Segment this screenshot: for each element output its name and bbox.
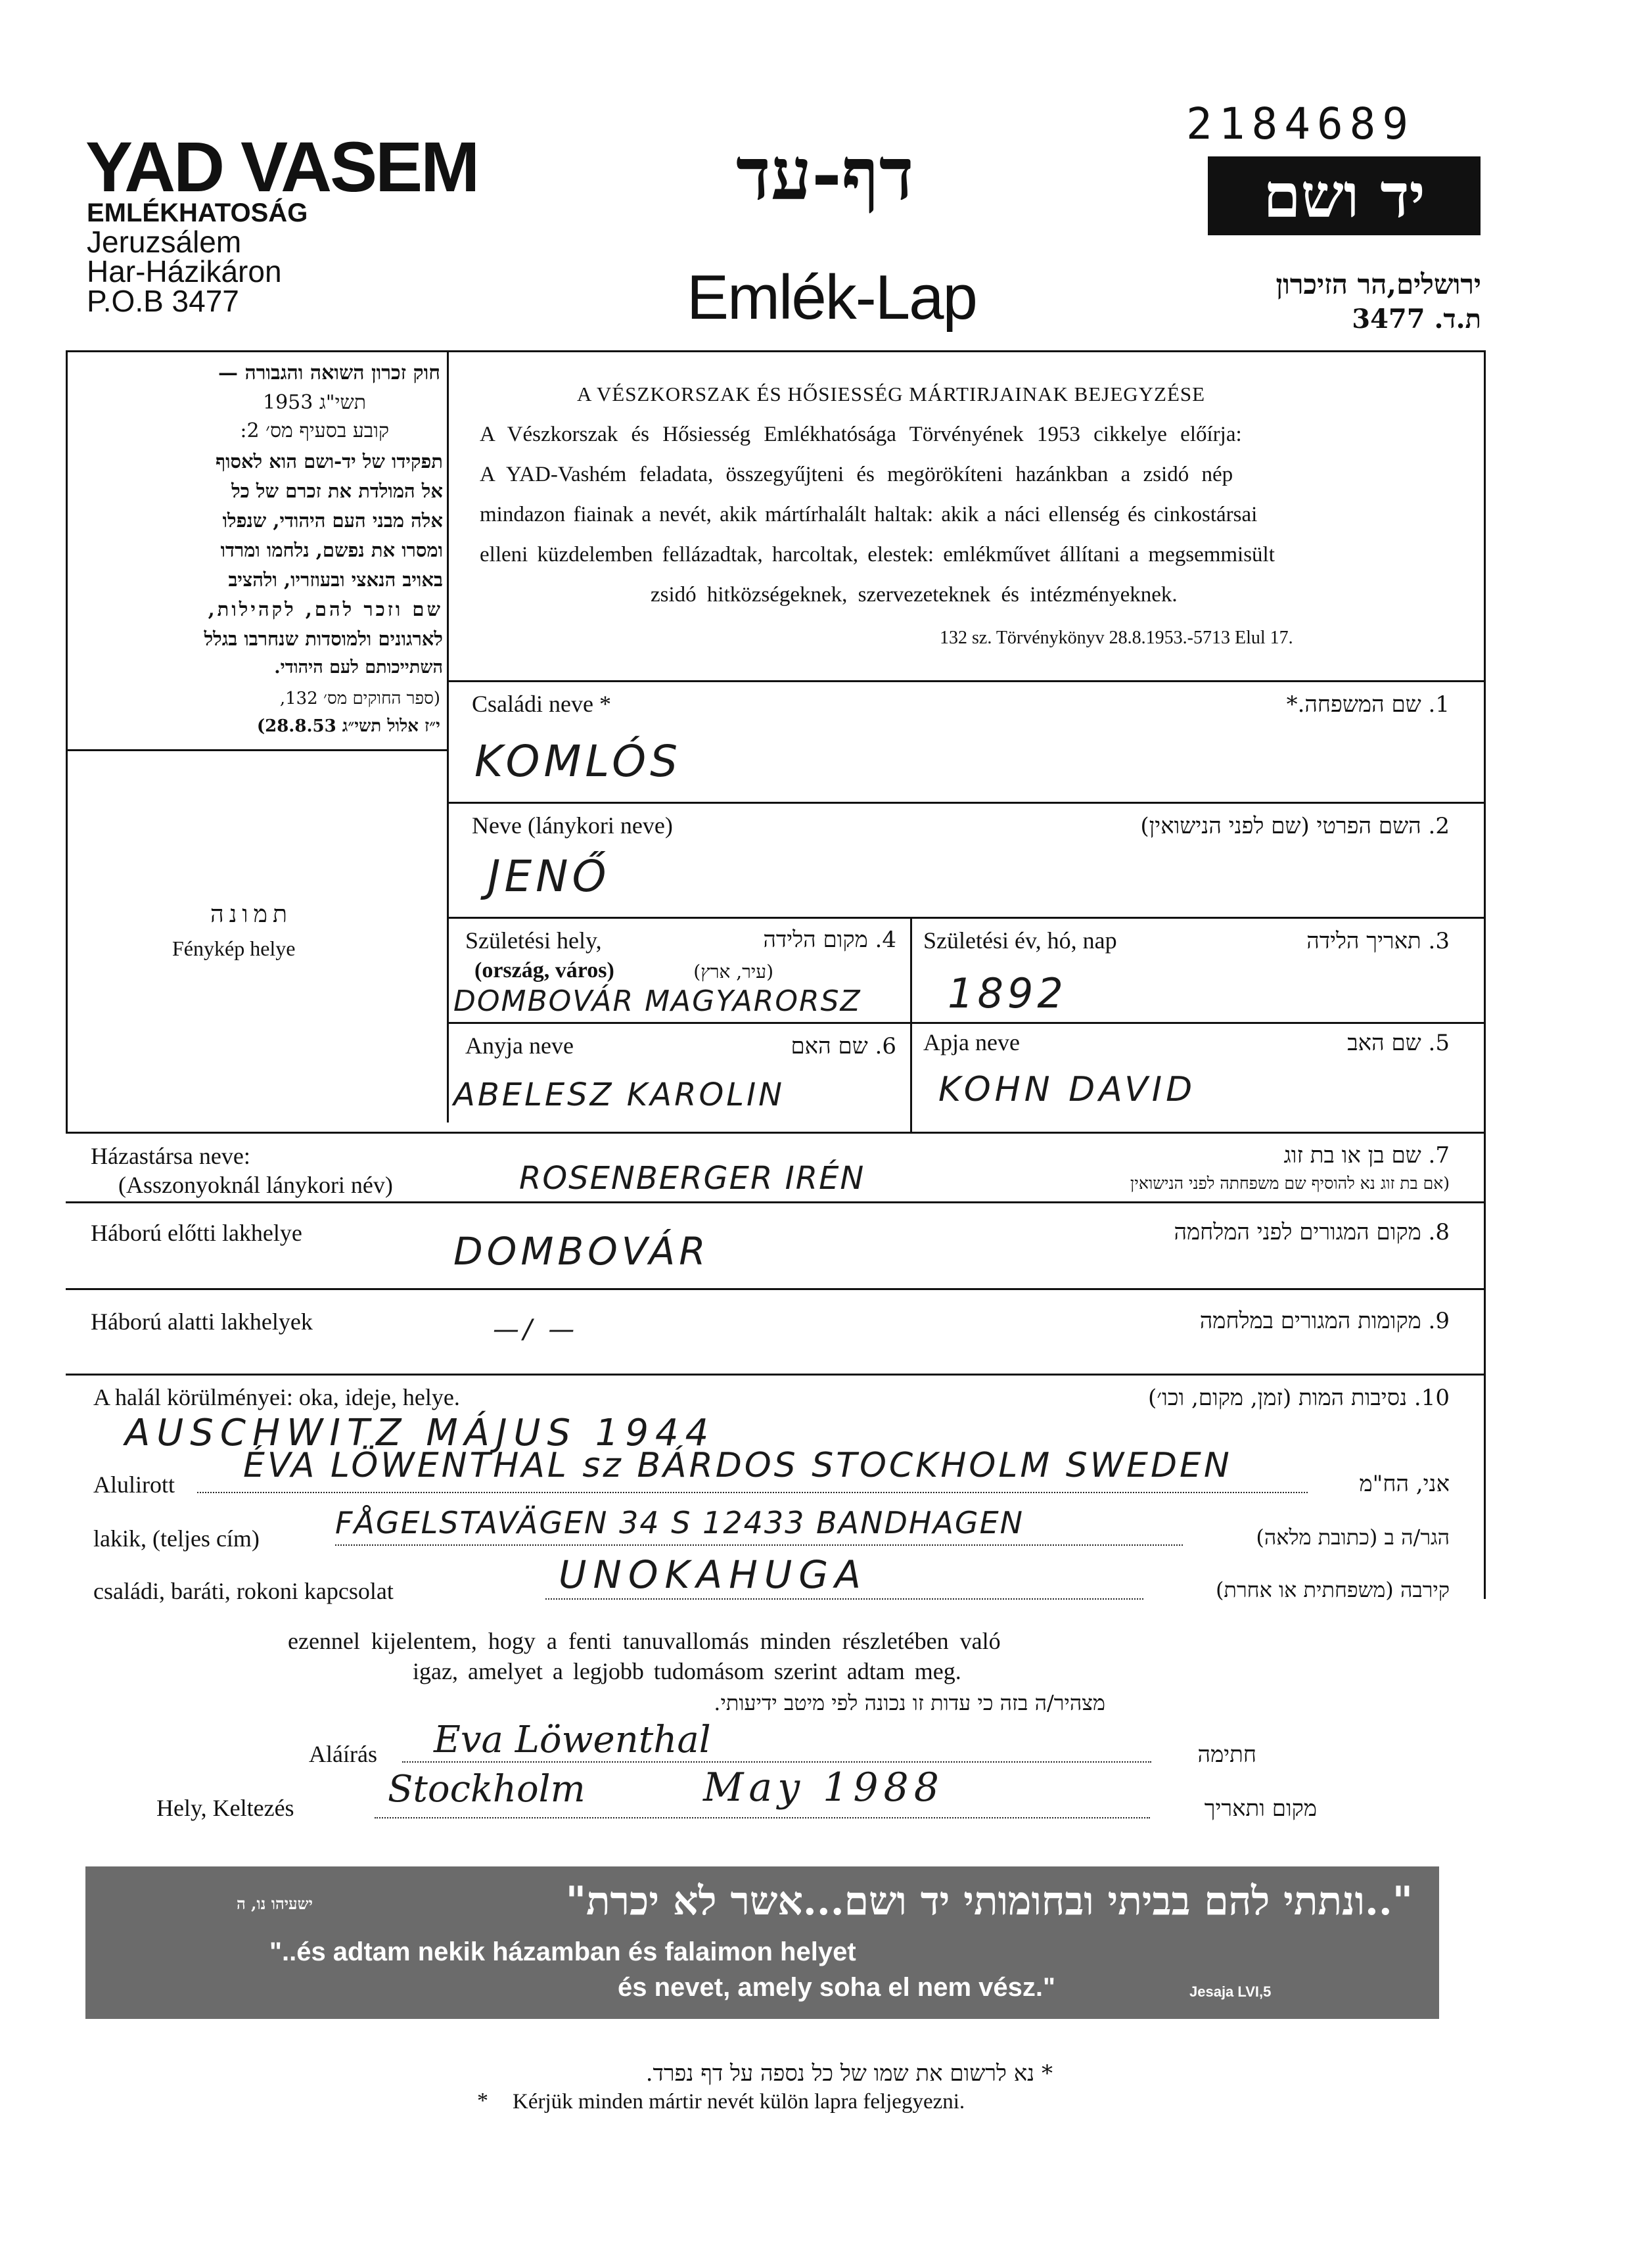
law-he-line-8: השתייכותם לעם היהודי. <box>274 657 443 678</box>
logo-text: יד ושם <box>1263 160 1425 231</box>
death-circumstances-label: A halál körülményei: oka, ideje, helye. <box>93 1384 460 1410</box>
form-right-border <box>1484 350 1486 1599</box>
law-he-line-7: לארגונים ולמוסדות שנחרבו בגלל <box>204 628 443 650</box>
law-he-line-3: אלה מבני העם היהודי, שנפלו <box>222 509 443 532</box>
place-value[interactable]: Stockholm <box>388 1768 586 1811</box>
wartime-residence-label-he: 9. מקומות המגורים במלחמה <box>1199 1308 1450 1334</box>
declarant-address-value[interactable]: FÅGELSTAVÄGEN 34 S 12433 BANDHAGEN <box>335 1505 1024 1540</box>
footer-note-hu: Kérjük minden mártir nevét külön lapra feljegyezni. <box>513 2090 965 2114</box>
spouse-name-value[interactable]: ROSENBERGER IRÉN <box>519 1160 865 1197</box>
signature-label: Aláírás <box>309 1741 377 1767</box>
org-sub-3: Har-Házikáron <box>87 254 282 289</box>
address-hebrew-2: ת.ד. 3477 <box>1352 304 1481 335</box>
declarant-name-label-he: אני, הח"מ <box>1359 1471 1450 1497</box>
org-title: YAD VASEM <box>85 127 478 206</box>
law-he-source-1: (ספר החוקים מס׳ 132, <box>279 689 440 708</box>
father-name-label: Apja neve <box>923 1029 1020 1055</box>
statement-line-1: ezennel kijelentem, hogy a fenti tanuvallomás minden részletében való <box>288 1628 1001 1654</box>
wartime-residence-value[interactable]: —/ — <box>493 1314 579 1345</box>
prewar-residence-label: Háború előtti lakhelye <box>91 1220 302 1246</box>
address-hebrew-1: ירושלים,הר הזיכרון <box>1275 268 1481 300</box>
banner-ref-hu: Jesaja LVI,5 <box>1189 1983 1272 2000</box>
footer-star: * <box>477 2089 488 2113</box>
row-divider-5 <box>910 1022 1485 1024</box>
birthplace-label: Születési hely, <box>465 927 602 954</box>
spouse-name-sublabel-he: (אם בת זוג נא להוסיף שם משפחתה לפני הנישואין <box>1130 1174 1450 1193</box>
org-sub-4: P.O.B 3477 <box>87 284 239 318</box>
birthdate-value[interactable]: 1892 <box>948 969 1067 1017</box>
birthdate-label: Születési év, hó, nap <box>923 927 1117 954</box>
law-hu-line-4: elleni küzdelemben fellázadtak, harcoltak, elestek: emlékművet állítani a megsemmisült <box>480 543 1275 567</box>
spouse-name-label-he: 7. שם בן או בת זוג <box>1283 1142 1450 1169</box>
declarant-address-line <box>335 1544 1183 1546</box>
form-hebrew-title: דף-עד <box>736 131 914 216</box>
relationship-value[interactable]: UNOKAHUGA <box>559 1552 867 1597</box>
row-divider-7 <box>66 1201 1485 1203</box>
given-name-value[interactable]: JENŐ <box>488 851 610 902</box>
law-he-line-5: באויב הנאצי ובעוזריו, ולהציב <box>228 568 443 591</box>
law-he-title: חוק זכרון השואה והגבורה — <box>218 361 440 384</box>
given-name-label: Neve (lánykori neve) <box>472 812 673 839</box>
law-hu-line-1: A Vészkorszak és Hősiesség Emlékhatósága Törvényének 1953 cikkelye előírja: <box>480 423 1242 446</box>
footer-note-he: * נא לרשום את שמו של כל נספה על דף נפרד. <box>645 2060 1053 2087</box>
mother-name-label-he: 6. שם האם <box>791 1033 896 1059</box>
declarant-name-label: Alulirott <box>93 1471 175 1498</box>
prewar-residence-value[interactable]: DOMBOVÁR <box>453 1229 710 1274</box>
father-name-value[interactable]: KOHN DAVID <box>938 1070 1197 1109</box>
birthplace-label-he: 4. מקום הלידה <box>763 927 896 953</box>
spouse-name-label: Házastársa neve: <box>91 1143 250 1169</box>
law-he-clause: קובע בסעיף מס׳ 2: <box>240 419 389 442</box>
banner-ref-he: ישעיהו נו, ה <box>237 1894 313 1913</box>
relationship-line <box>545 1598 1143 1600</box>
declarant-name-value[interactable]: ÉVA LÖWENTHAL sz BÁRDOS STOCKHOLM SWEDEN <box>243 1446 1232 1485</box>
law-he-source-2: י״ז אלול תשי״ג 28.8.53) <box>256 716 440 736</box>
death-circumstances-value[interactable]: AUSCHWITZ MÁJUS 1944 <box>125 1412 716 1454</box>
declarant-address-label: lakik, (teljes cím) <box>93 1525 260 1552</box>
birthplace-sublabel: (ország, város) <box>474 958 614 983</box>
law-hu-line-2: A YAD-Vashém feladata, összegyűjteni és megörökíteni hazánkban a zsidó nép <box>480 463 1233 486</box>
law-he-line-1: תפקידו של יד-ושם הוא לאסוף <box>216 450 443 473</box>
place-date-label-he: מקום ותאריך <box>1204 1795 1317 1822</box>
prewar-residence-label-he: 8. מקום המגורים לפני המלחמה <box>1174 1219 1450 1245</box>
row-divider-2 <box>448 802 1485 804</box>
yad-vashem-logo <box>1208 156 1481 235</box>
form-left-border <box>66 350 68 1132</box>
quote-banner <box>85 1866 1439 2019</box>
wartime-residence-label: Háború alatti lakhelyek <box>91 1308 313 1335</box>
org-sub-2: Jeruzsálem <box>87 225 242 259</box>
law-he-line-4: ומסרו את נפשם, נלחמו ומרדו <box>220 539 443 561</box>
row-divider-8 <box>66 1288 1485 1290</box>
law-he-line-6: שם וזכר להם, לקהילות, <box>208 598 443 620</box>
serial-number: 2184689 <box>1186 99 1415 149</box>
family-name-label-he: 1. שם המשפחה.* <box>1286 691 1450 718</box>
org-sub-1: EMLÉKHATOSÁG <box>87 198 308 227</box>
banner-quote-hu-1: "..és adtam nekik házamban és falaimon helyet <box>269 1937 856 1966</box>
birthdate-label-he: 3. תאריך הלידה <box>1306 928 1450 954</box>
birthplace-value[interactable]: DOMBOVÁR MAGYARORSZ <box>453 984 861 1018</box>
signature-value[interactable]: Eva Löwenthal <box>434 1719 711 1761</box>
statement-line-2: igaz, amelyet a legjobb tudomásom szerint adtam meg. <box>413 1658 961 1684</box>
form-title: Emlék-Lap <box>687 262 976 333</box>
family-name-label: Családi neve * <box>472 691 611 717</box>
birthplace-sublabel-he: (עיר, ארץ) <box>693 961 773 983</box>
date-value[interactable]: May 1988 <box>703 1765 944 1811</box>
law-he-line-2: אל המולדת את זכרם של כל <box>231 480 443 502</box>
form-top-border <box>66 350 1485 352</box>
banner-quote-he: "..ונתתי להם בביתי ובחומותי יד ושם...אשר לא יכרת" <box>565 1878 1413 1924</box>
law-hu-source: 132 sz. Törvénykönyv 28.8.1953.-5713 Elul 17. <box>940 628 1293 648</box>
signature-label-he: חתימה <box>1197 1742 1256 1768</box>
father-name-label-he: 5. שם האב <box>1347 1030 1450 1056</box>
law-he-year: תשי"ג 1953 <box>263 391 366 414</box>
law-hu-line-5: zsidó hitközségeknek, szervezeteknek és intézményeknek. <box>651 583 1178 607</box>
spouse-name-sublabel: (Asszonyoknál lánykori név) <box>118 1172 393 1198</box>
banner-quote-hu-2: és nevet, amely soha el nem vész." <box>618 1973 1055 2002</box>
mother-name-label: Anyja neve <box>465 1032 574 1059</box>
row-divider-1 <box>448 680 1485 682</box>
row-divider-3 <box>448 917 1485 919</box>
law-hu-title: A VÉSZKORSZAK ÉS HŐSIESSÉG MÁRTIRJAINAK BEJEGYZÉSE <box>577 382 1206 405</box>
given-name-label-he: 2. השם הפרטי (שם לפני הנישואין) <box>1140 813 1450 839</box>
row-divider-9 <box>66 1374 1485 1376</box>
middle-column-divider <box>910 917 912 1132</box>
mother-name-value[interactable]: ABELESZ KAROLIN <box>453 1076 785 1113</box>
declarant-name-line <box>197 1492 1308 1493</box>
left-column-divider <box>447 350 449 1122</box>
row-divider-6 <box>66 1132 1485 1134</box>
relationship-label: családi, baráti, rokoni kapcsolat <box>93 1578 394 1604</box>
photo-placeholder-he: תמונה <box>210 901 292 928</box>
declarant-address-label-he: הגר/ה ב (כתובת מלאה) <box>1256 1525 1450 1550</box>
statement-he: מצהיר/ה בזה כי עדות זו נכונה לפי מיטב ידיעותי. <box>714 1690 1105 1715</box>
relationship-label-he: קירבה (משפחתית או אחרת) <box>1215 1577 1450 1602</box>
death-circumstances-label-he: 10. נסיבות המות (זמן, מקום, וכו׳) <box>1148 1385 1450 1411</box>
photo-placeholder-label: Fénykép helye <box>172 937 296 960</box>
law-hu-line-3: mindazon fiainak a nevét, akik mártírhalált haltak: akik a náci ellenség és cinkostársai <box>480 503 1258 526</box>
family-name-value[interactable]: KOMLÓS <box>474 736 681 787</box>
signature-line <box>402 1761 1151 1763</box>
place-date-line <box>375 1817 1150 1818</box>
place-date-label: Hely, Keltezés <box>156 1795 294 1821</box>
law-box-bottom <box>66 749 448 751</box>
